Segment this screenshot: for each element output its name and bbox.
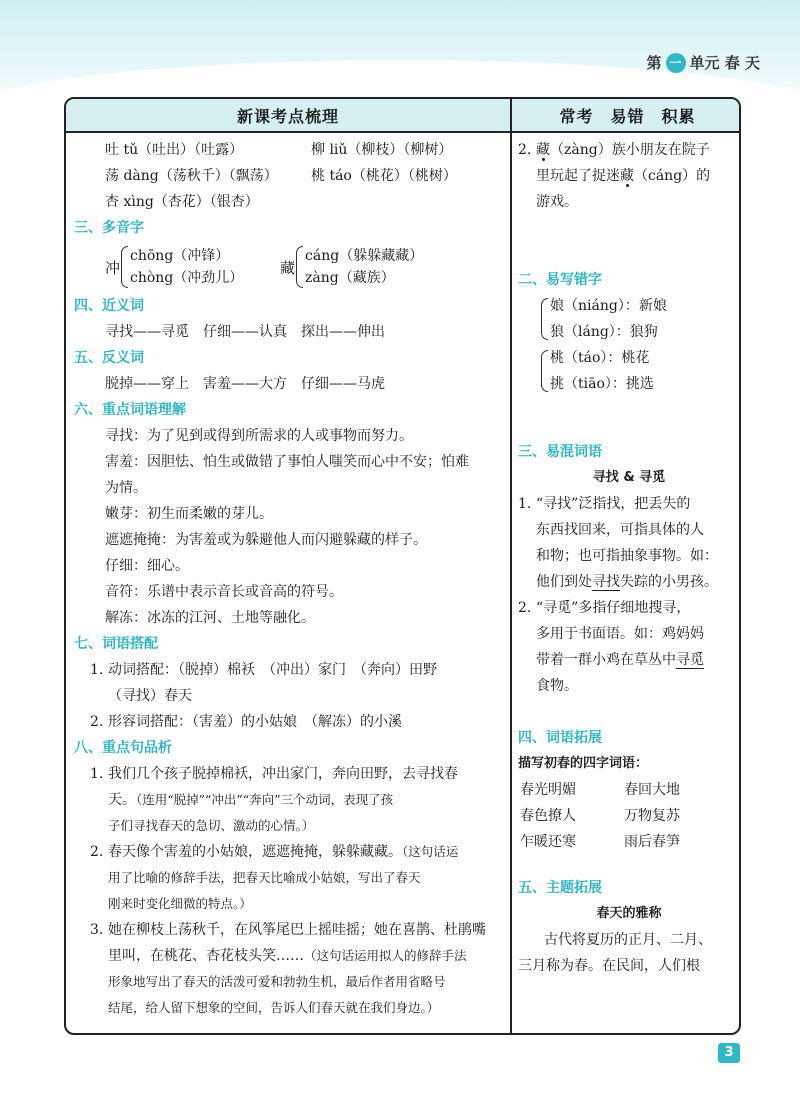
sentence-item: 1. 我们几个孩子脱掉棉袄，冲出家门，奔向田野，去寻找春 天。（连用“脱掉”“冲出”“奔向”三个动词，表现了孩 子们寻找春天的急切、激动的心情。） (74, 761, 504, 839)
brace-icon (541, 350, 548, 392)
analysis-note: 结尾，给人留下想象的空间，告诉人们春天就在我们身边。） (108, 1000, 440, 1015)
definition: 寻找：为了见到或得到所需求的人或事物而努力。 (105, 428, 413, 444)
unit-prefix: 第 (646, 54, 662, 72)
right-column (518, 137, 740, 979)
subheading: 描写初春的四字词语： (518, 756, 649, 771)
left-column (74, 137, 504, 1021)
analysis-note: 子们寻找春天的急切、激动的心情。） (108, 818, 315, 833)
confusable-pair: 娘（niáng）：新娘 狼（láng）：狼狗 (518, 293, 740, 345)
idiom: 春光明媚 (520, 782, 576, 798)
subheading: 春天的雅称 (596, 906, 662, 921)
explanation-item: 1. “寻找”泛指找，把丢失的 东西找回来，可指具体的人 和物；也可指抽象事物。如： 他们到处寻找失踪的小男孩。 (518, 496, 718, 590)
analysis-note: 用了比喻的修辞手法，把春天比喻成小姑娘，写出了春天 (108, 870, 421, 885)
idiom-grid (518, 777, 740, 855)
section-heading: 八、重点句品析 (74, 740, 172, 756)
explanation-item: 2. “寻觅”多指仔细地搜寻， 多用于书面语。如：鸡妈妈 带着一群小鸡在草丛中寻觅 食物。 (518, 600, 704, 694)
confusable-pair: 桃（táo）：桃花 挑（tiāo）：挑选 (518, 345, 740, 397)
idiom: 春色撩人 (520, 808, 576, 824)
idiom: 万物复苏 (624, 808, 680, 824)
polyphone-char: 藏 (280, 258, 296, 277)
example-item: 2. 藏（zàng）族小朋友在院子 里玩起了捉迷藏（cáng）的 游戏。 (518, 142, 711, 210)
right-column-title: 常考 易错 积累 (512, 99, 741, 133)
unit-title: 单元 春 天 (689, 54, 760, 72)
collocation-item: 1. 动词搭配：（脱掉）棉袄 （冲出）家门 （奔向）田野 （寻找）春天 (90, 662, 437, 704)
definition: 解冻：冰冻的江河、土地等融化。 (105, 610, 315, 626)
content-frame (64, 97, 741, 1035)
analysis-note: （连用“脱掉”“冲出”“奔向”三个动词，表现了孩 (136, 792, 394, 807)
section-heading: 五、反义词 (74, 350, 144, 366)
unit-label (647, 52, 760, 73)
brace-icon (296, 246, 303, 288)
section-heading: 六、重点词语理解 (74, 402, 186, 418)
synonyms: 寻找——寻觅 仔细——认真 探出——伸出 (105, 324, 385, 340)
definition: 害羞：因胆怯、怕生或做错了事怕人嗤笑而心中不安；怕难 (105, 454, 469, 470)
polyphone-block (74, 241, 504, 293)
brace-icon (541, 298, 548, 340)
idiom: 乍暖还寒 (520, 834, 576, 850)
definition: 为情。 (105, 480, 147, 496)
polyphone-char: 冲 (105, 258, 121, 277)
left-column-title: 新课考点梳理 (66, 99, 510, 133)
section-heading: 四、近义词 (74, 298, 144, 314)
definition: 音符：乐谱中表示音长或音高的符号。 (105, 584, 343, 600)
subheading: 寻找 & 寻觅 (592, 470, 666, 485)
section-heading: 三、多音字 (74, 220, 144, 236)
section-heading: 二、易写错字 (518, 272, 602, 288)
column-divider (510, 99, 512, 1033)
section-heading: 四、词语拓展 (518, 730, 602, 746)
analysis-note: （这句话运用拟人的修辞手法 (304, 948, 467, 963)
idiom: 雨后春笋 (624, 834, 680, 850)
collocation-item: 2. 形容词搭配：（害羞）的小姑娘 （解冻）的小溪 (90, 714, 402, 730)
idiom: 春回大地 (624, 782, 680, 798)
page-number: 3 (718, 1043, 740, 1063)
paragraph-line: 古代将夏历的正月、二月、 (544, 932, 712, 948)
pinyin-row: 杏 xìng（杏花）（银杏） (105, 194, 259, 210)
analysis-note: 刚来时变化细微的特点。） (108, 896, 252, 911)
reading: chòng（冲劲儿） (130, 270, 244, 286)
sentence-item: 3. 她在柳枝上荡秋千，在风筝尾巴上摇哇摇；她在喜鹊、杜鹃嘴 里叫，在桃花、杏花枝头笑……（这句话运用拟人的修辞手法 形象地写出了春天的活泼可爱和勃勃生机，最后作者用省略号 结尾，给人留下想象的空间，告诉人们春天就在我们身边。） (74, 917, 504, 1021)
section-heading: 七、词语搭配 (74, 636, 158, 652)
unit-number-badge: 一 (666, 53, 686, 73)
definition: 遮遮掩掩：为害羞或为躲避他人而闪避躲藏的样子。 (105, 532, 427, 548)
brace-icon (121, 246, 128, 288)
reading: zàng（藏族） (305, 270, 395, 286)
sentence-item: 2. 春天像个害羞的小姑娘，遮遮掩掩，躲躲藏藏。（这句话运 用了比喻的修辞手法，把春天比喻成小姑娘，写出了春天 刚来时变化细微的特点。） (74, 839, 504, 917)
pinyin-row: 荡 dàng（荡秋千）（飘荡） 桃 táo（桃花）（桃树） (105, 168, 457, 184)
paragraph-line: 三月称为春。在民间，人们根 (518, 958, 700, 974)
analysis-note: 形象地写出了春天的活泼可爱和勃勃生机，最后作者用省略号 (108, 974, 446, 989)
definition: 仔细：细心。 (105, 558, 189, 574)
reading: chōng（冲锋） (130, 248, 230, 264)
analysis-note: （这句话运 (402, 844, 459, 859)
section-heading: 五、主题拓展 (518, 880, 602, 896)
reading: cáng（躲躲藏藏） (305, 248, 424, 264)
antonyms: 脱掉——穿上 害羞——大方 仔细——马虎 (105, 376, 385, 392)
pinyin-row: 吐 tǔ（吐出）（吐露） 柳 liǔ（柳枝）（柳树） (105, 142, 453, 158)
definition: 嫩芽：初生而柔嫩的芽儿。 (105, 506, 273, 522)
section-heading: 三、易混词语 (518, 444, 602, 460)
